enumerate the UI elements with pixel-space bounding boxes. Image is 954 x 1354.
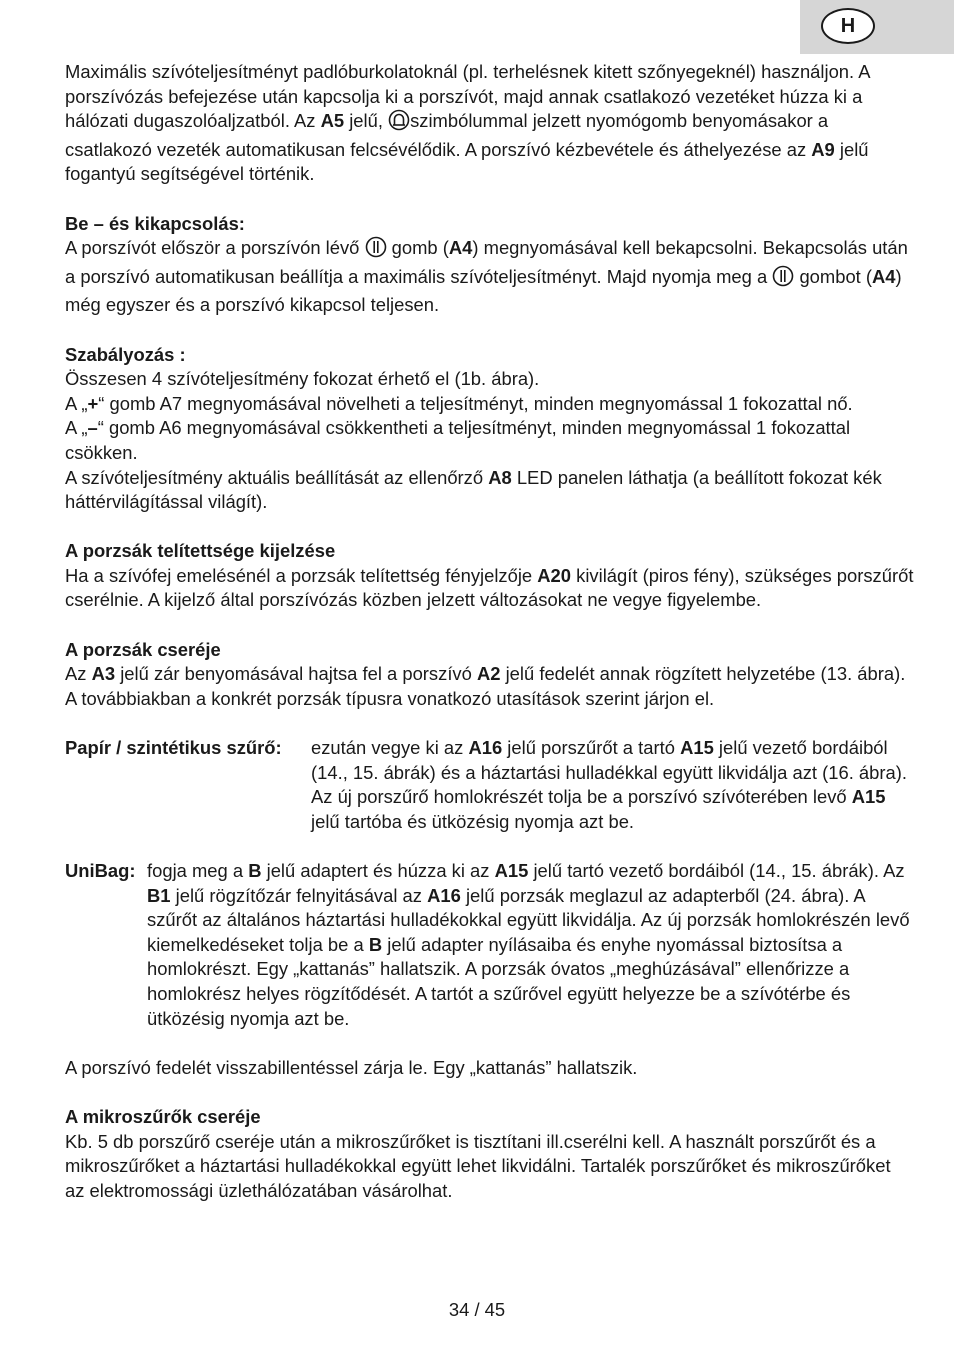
- intro-paragraph: Maximális szívóteljesítményt padlóburkolatoknál (pl. terhelésnek kitett szőnyegeknél) használjon. A porszívózás befejezése után kapcsolja ki a porszívót, majd annak csatlakozó vezetéket húzza ki a hálózati dugaszolóaljzatból. Az A5 jelű, szimbólummal jelzett nyomógomb benyomásakor a csatlakozó vezeték automatikusan felcsévélődik. A porszívó kézbevétele és áthelyezése az A9 jelű fogantyú segítségével történik.: [65, 61, 870, 185]
- page-number: 34 / 45: [448, 1299, 506, 1320]
- regulation-heading: Szabályozás :: [65, 343, 186, 365]
- paper-filter-instruction: [65, 736, 915, 834]
- cord-rewind-icon: [388, 109, 410, 138]
- unibag-label: UniBag:: [65, 860, 136, 881]
- paper-filter-label: Papír / szintétikus szűrő:: [65, 737, 282, 759]
- microfilters-paragraph: Kb. 5 db porszűrő cseréje után a mikroszűrőket is tisztítani ill.cserélni kell. A használt porszűrőt és a mikroszűrőket a háztartási hulladékokkal együtt lehet likvidálni. Tartalék porszűrőket és mikroszűrőket az elektromossági üzlethálózatában vásárolhat.: [65, 1130, 891, 1201]
- unibag-text: fogja meg a B jelű adaptert és húzza ki az A15 jelű tartó vezető bordáiból (14., 15. ábrák). Az B1 jelű rögzítőzár felnyitásával az A16 jelű porzsák meglazul az adapterből (24. ábra). A szűrőt az általános háztartási hulladékokkal együtt likvidálja. Az új porzsák homlokrészén levő kiemelkedéseket tolja be a B jelű adapter nyílásaiba és enyhe nyomással biztosítsa a homlokrészt. Egy „kattanás” hallatszik. A porzsák óvatos „meghúzásával” ellenőrizze a homlokrész helyes rögzítődését. A tartót a szűrővel együtt helyezze be a szívótérbe és ütközésig nyomja azt be.: [147, 860, 910, 1029]
- unibag-instruction: [65, 859, 915, 1031]
- bag-full-heading: A porzsák telítettsége kijelzése: [65, 540, 336, 562]
- power-icon: [365, 236, 387, 265]
- regulation-line: A „–“ gomb A6 megnyomásával csökkentheti a teljesítményt, minden megnyomással 1 fokozattal csökken.: [65, 417, 851, 463]
- regulation-line: A szívóteljesítmény aktuális beállítását az ellenőrző A8 LED panelen láthatja (a beállított fokozat kék háttérvilágítással világít).: [65, 466, 882, 513]
- power-icon: [772, 265, 794, 294]
- closing-paragraph: A porszívó fedelét visszabillentéssel zárja le. Egy „kattanás” hallatszik.: [65, 1056, 638, 1078]
- switching-heading: Be – és kikapcsolás:: [65, 212, 245, 234]
- paper-filter-text: ezután vegye ki az A16 jelű porszűrőt a tartó A15 jelű vezető bordáiból (14., 15. ábrák) és a háztartási hulladékkal együtt likvidálja azt (16. ábra). Az új porszűrő homlokrészét tolja be a porszívó szívóterében levő A15 jelű tartóba és ütközésig nyomja azt be.: [311, 737, 907, 832]
- microfilters-heading: A mikroszűrők cseréje: [65, 1105, 261, 1127]
- bag-full-paragraph: Ha a szívófej emelésénél a porzsák telítettség fényjelzője A20 kivilágít (piros fény), szükséges porszűrőt cserélnie. A kijelző által porszívózás közben jelzett változásokat ne vegye figyelembe.: [65, 564, 914, 611]
- regulation-line: Összesen 4 szívóteljesítmény fokozat érhető el (1b. ábra).: [65, 368, 540, 390]
- bag-change-paragraph: Az A3 jelű zár benyomásával hajtsa fel a porszívó A2 jelű fedelét annak rögzített helyzetébe (13. ábra). A továbbiakban a konkrét porzsák típusra vonatkozó utasítások szerint járjon el.: [65, 663, 906, 709]
- language-badge: H: [821, 8, 875, 44]
- bag-change-heading: A porzsák cseréje: [65, 638, 221, 660]
- manual-content: [65, 60, 915, 1203]
- regulation-line: A „+“ gomb A7 megnyomásával növelheti a teljesítményt, minden megnyomással 1 fokozattal nő.: [65, 392, 853, 414]
- switching-paragraph: A porszívót először a porszívón lévő gomb (A4) megnyomásával kell bekapcsolni. Bekapcsolás után a porszívó automatikusan beállítja a maximális szívóteljesítményt. Majd nyomja meg a gombot (A4) még egyszer és a porszívó kikapcsol teljesen.: [65, 237, 908, 316]
- language-tab: [800, 0, 954, 54]
